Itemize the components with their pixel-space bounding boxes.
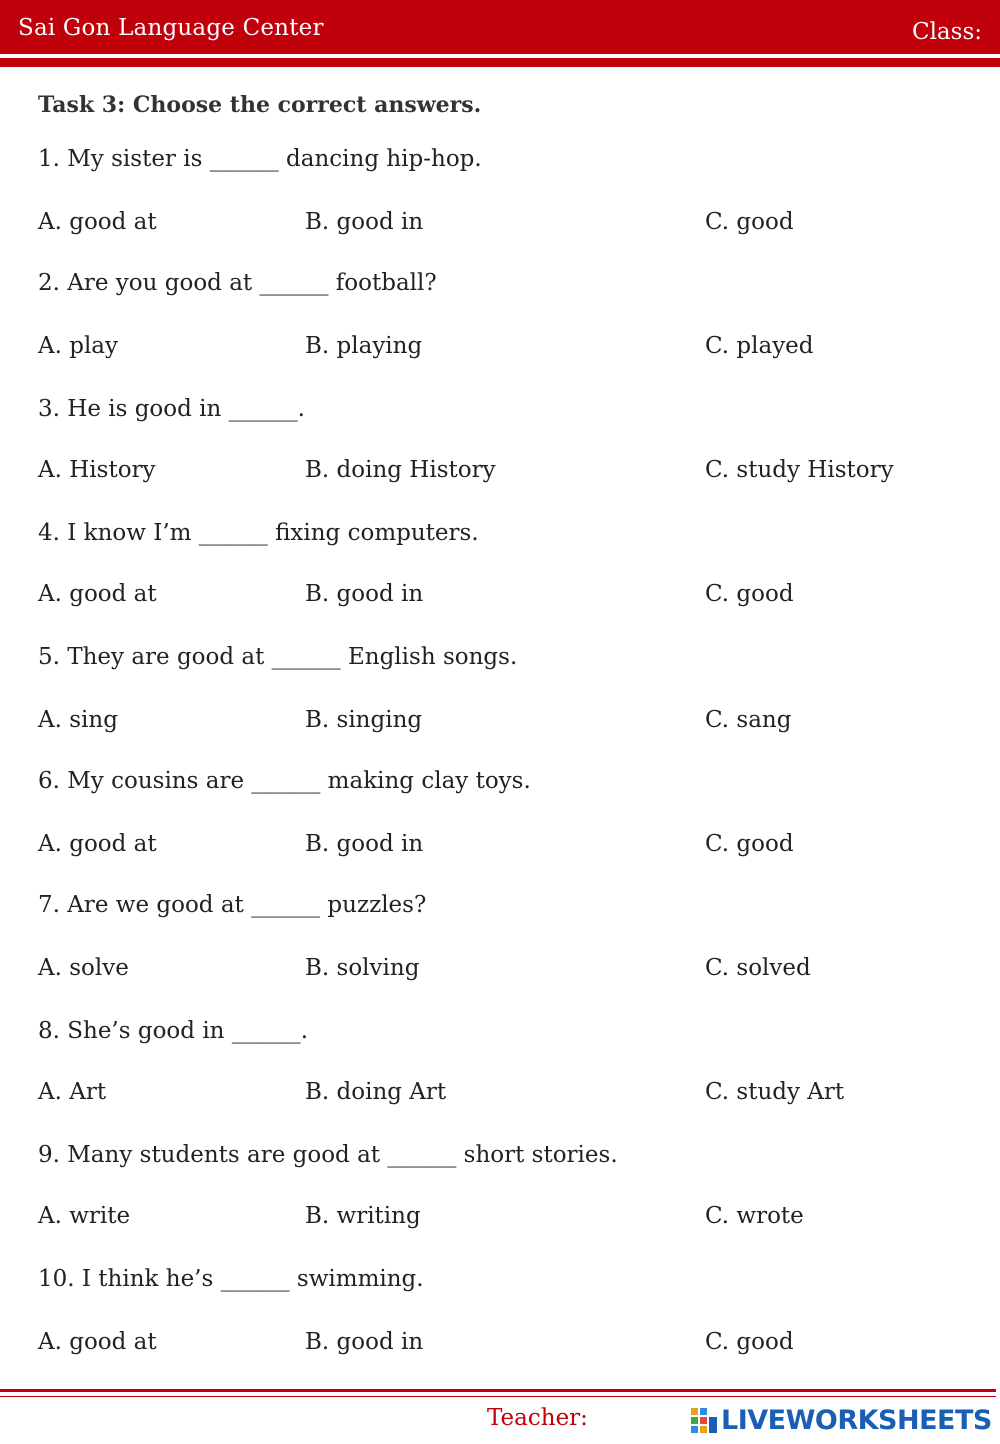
question-7-option-b[interactable]: B. solving xyxy=(305,955,420,981)
question-9: 9. Many students are good at ______ short stories. xyxy=(38,1142,618,1168)
question-1: 1. My sister is ______ dancing hip-hop. xyxy=(38,146,482,172)
question-7-option-c[interactable]: C. solved xyxy=(705,955,811,981)
question-5-option-c[interactable]: C. sang xyxy=(705,707,792,733)
question-5: 5. They are good at ______ English songs. xyxy=(38,644,518,670)
question-2-option-a[interactable]: A. play xyxy=(38,333,119,359)
question-9-option-a[interactable]: A. write xyxy=(38,1203,131,1229)
question-3: 3. He is good in ______. xyxy=(38,396,305,422)
question-6-option-b[interactable]: B. good in xyxy=(305,831,424,857)
question-8: 8. She’s good in ______. xyxy=(38,1018,309,1044)
liveworksheets-logo-text: LIVEWORKSHEETS xyxy=(721,1404,992,1436)
question-3-option-b[interactable]: B. doing History xyxy=(305,457,496,483)
question-1-option-c[interactable]: C. good xyxy=(705,209,794,235)
question-9-option-c[interactable]: C. wrote xyxy=(705,1203,804,1229)
question-5-option-b[interactable]: B. singing xyxy=(305,707,423,733)
question-7: 7. Are we good at ______ puzzles? xyxy=(38,892,427,918)
footer-divider xyxy=(0,1389,996,1392)
center-name: Sai Gon Language Center xyxy=(18,15,324,41)
footer-divider-thin xyxy=(0,1396,996,1397)
question-2: 2. Are you good at ______ football? xyxy=(38,270,437,296)
question-7-option-a[interactable]: A. solve xyxy=(38,955,129,981)
question-4-option-c[interactable]: C. good xyxy=(705,581,794,607)
class-label: Class: xyxy=(911,19,982,45)
question-4-option-b[interactable]: B. good in xyxy=(305,581,424,607)
question-3-option-c[interactable]: C. study History xyxy=(705,457,894,483)
header-bar xyxy=(0,0,1000,54)
question-1-option-a[interactable]: A. good at xyxy=(38,209,157,235)
header-divider xyxy=(0,58,1000,67)
question-8-option-c[interactable]: C. study Art xyxy=(705,1079,845,1105)
question-6-option-a[interactable]: A. good at xyxy=(38,831,157,857)
question-5-option-a[interactable]: A. sing xyxy=(38,707,118,733)
question-10-option-c[interactable]: C. good xyxy=(705,1329,794,1355)
question-3-option-a[interactable]: A. History xyxy=(38,457,156,483)
question-10-option-a[interactable]: A. good at xyxy=(38,1329,157,1355)
question-4-option-a[interactable]: A. good at xyxy=(38,581,157,607)
question-6-option-c[interactable]: C. good xyxy=(705,831,794,857)
liveworksheets-logo xyxy=(690,1404,992,1436)
question-6: 6. My cousins are ______ making clay toys. xyxy=(38,768,531,794)
question-2-option-c[interactable]: C. played xyxy=(705,333,814,359)
question-8-option-a[interactable]: A. Art xyxy=(38,1079,107,1105)
task-title: Task 3: Choose the correct answers. xyxy=(38,92,482,118)
question-4: 4. I know I’m ______ fixing computers. xyxy=(38,520,479,546)
question-1-option-b[interactable]: B. good in xyxy=(305,209,424,235)
teacher-label: Teacher: xyxy=(487,1405,588,1431)
question-8-option-b[interactable]: B. doing Art xyxy=(305,1079,447,1105)
question-10-option-b[interactable]: B. good in xyxy=(305,1329,424,1355)
question-2-option-b[interactable]: B. playing xyxy=(305,333,423,359)
question-9-option-b[interactable]: B. writing xyxy=(305,1203,421,1229)
liveworksheets-logo-icon xyxy=(690,1406,718,1434)
question-10: 10. I think he’s ______ swimming. xyxy=(38,1266,424,1292)
